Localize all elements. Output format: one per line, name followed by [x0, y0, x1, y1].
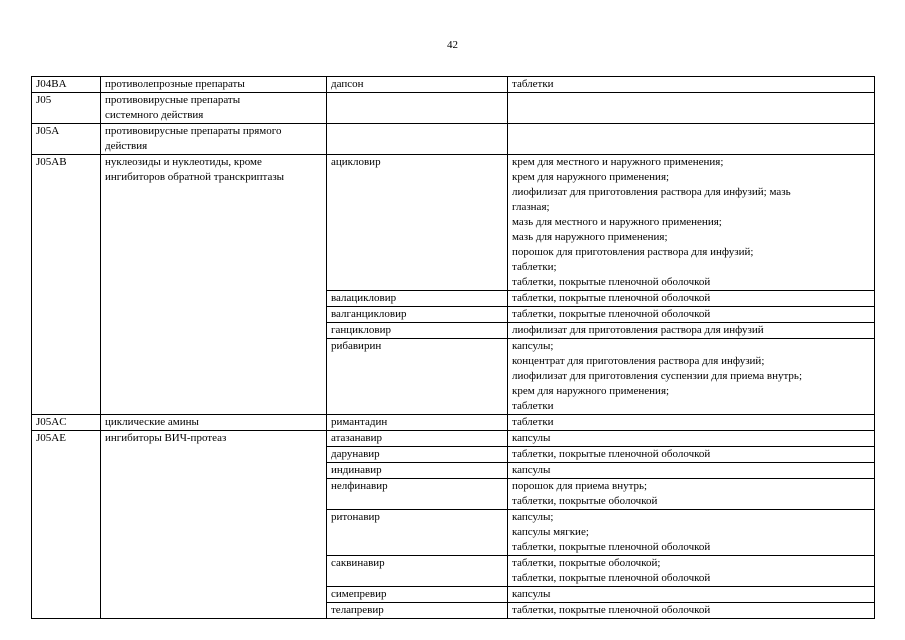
- group-cell: [101, 124, 327, 155]
- dosage-form-cell: [508, 93, 875, 124]
- group-cell: [101, 155, 327, 415]
- atc-code-cell: J05: [32, 93, 101, 124]
- atc-code-cell: J05AE: [32, 431, 101, 619]
- group-line: нуклеозиды и нуклеотиды, кроме: [105, 156, 262, 168]
- dosage-form-line: таблетки, покрытые пленочной оболочкой: [512, 572, 711, 584]
- group-line: действия: [105, 140, 148, 152]
- dosage-form-line: лиофилизат для приготовления раствора для инфузий: [512, 324, 764, 336]
- dosage-form-line: таблетки: [512, 416, 554, 428]
- dosage-form-line: таблетки;: [512, 261, 557, 273]
- group-cell: [101, 431, 327, 619]
- drug-name-cell: валацикловир: [327, 291, 508, 307]
- dosage-form-line: порошок для приема внутрь;: [512, 480, 648, 492]
- table-row: [32, 415, 875, 431]
- dosage-form-line: таблетки, покрытые пленочной оболочкой: [512, 604, 711, 616]
- dosage-form-line: таблетки: [512, 400, 554, 412]
- drug-table-body: [32, 77, 875, 619]
- dosage-form-cell: [508, 124, 875, 155]
- dosage-form-line: концентрат для приготовления раствора для инфузий;: [512, 355, 765, 367]
- group-line: противовирусные препараты прямого: [105, 125, 282, 137]
- table-row: [32, 93, 875, 124]
- drug-name-cell: [327, 124, 508, 155]
- dosage-form-line: мазь для наружного применения;: [512, 231, 668, 243]
- dosage-form-line: таблетки, покрытые оболочкой: [512, 495, 658, 507]
- group-cell: [101, 415, 327, 431]
- dosage-form-line: порошок для приготовления раствора для инфузий;: [512, 246, 754, 258]
- group-cell: [101, 93, 327, 124]
- dosage-form-cell: [508, 77, 875, 93]
- group-line: противовирусные препараты: [105, 94, 241, 106]
- drug-name-cell: [327, 93, 508, 124]
- dosage-form-cell: [508, 479, 875, 510]
- table-row: [32, 124, 875, 155]
- drug-name-cell: саквинавир: [327, 556, 508, 587]
- dosage-form-cell: [508, 415, 875, 431]
- table-row: [32, 77, 875, 93]
- dosage-form-line: глазная;: [512, 201, 550, 213]
- drug-name-cell: нелфинавир: [327, 479, 508, 510]
- dosage-form-line: таблетки, покрытые оболочкой;: [512, 557, 661, 569]
- dosage-form-line: крем для наружного применения;: [512, 385, 670, 397]
- drug-name-cell: ацикловир: [327, 155, 508, 291]
- dosage-form-cell: [508, 323, 875, 339]
- atc-code-cell: J05AC: [32, 415, 101, 431]
- dosage-form-line: таблетки, покрытые пленочной оболочкой: [512, 308, 711, 320]
- drug-name-cell: атазанавир: [327, 431, 508, 447]
- drug-name-cell: валганцикловир: [327, 307, 508, 323]
- dosage-form-line: таблетки, покрытые пленочной оболочкой: [512, 541, 711, 553]
- drug-name-cell: римантадин: [327, 415, 508, 431]
- drug-name-cell: рибавирин: [327, 339, 508, 415]
- dosage-form-cell: [508, 339, 875, 415]
- dosage-form-line: таблетки: [512, 78, 554, 90]
- dosage-form-cell: [508, 155, 875, 291]
- dosage-form-cell: [508, 510, 875, 556]
- dosage-form-line: таблетки, покрытые пленочной оболочкой: [512, 448, 711, 460]
- dosage-form-line: мазь для местного и наружного применения;: [512, 216, 722, 228]
- dosage-form-line: лиофилизат для приготовления суспензии для приема внутрь;: [512, 370, 803, 382]
- dosage-form-line: капсулы: [512, 588, 551, 600]
- drug-name-cell: дапсон: [327, 77, 508, 93]
- dosage-form-line: лиофилизат для приготовления раствора для инфузий; мазь: [512, 186, 791, 198]
- dosage-form-line: капсулы;: [512, 340, 554, 352]
- drug-name-cell: телапревир: [327, 603, 508, 619]
- atc-code-cell: J05A: [32, 124, 101, 155]
- dosage-form-cell: [508, 603, 875, 619]
- dosage-form-line: таблетки, покрытые пленочной оболочкой: [512, 292, 711, 304]
- dosage-form-cell: [508, 587, 875, 603]
- drug-name-cell: симепревир: [327, 587, 508, 603]
- dosage-form-line: капсулы: [512, 464, 551, 476]
- dosage-form-line: таблетки, покрытые пленочной оболочкой: [512, 276, 711, 288]
- dosage-form-line: крем для местного и наружного применения;: [512, 156, 724, 168]
- dosage-form-line: капсулы мягкие;: [512, 526, 589, 538]
- group-line: ингибиторы ВИЧ-протеаз: [105, 432, 227, 444]
- dosage-form-cell: [508, 307, 875, 323]
- atc-code-cell: J05AB: [32, 155, 101, 415]
- drug-name-cell: ритонавир: [327, 510, 508, 556]
- drug-name-cell: дарунавир: [327, 447, 508, 463]
- dosage-form-cell: [508, 447, 875, 463]
- drug-name-cell: ганцикловир: [327, 323, 508, 339]
- group-line: системного действия: [105, 109, 204, 121]
- drug-name-cell: индинавир: [327, 463, 508, 479]
- table-row: [32, 431, 875, 447]
- group-line: циклические амины: [105, 416, 199, 428]
- atc-code-cell: J04BA: [32, 77, 101, 93]
- dosage-form-cell: [508, 463, 875, 479]
- group-line: ингибиторов обратной транскриптазы: [105, 171, 285, 183]
- dosage-form-cell: [508, 431, 875, 447]
- table-row: [32, 155, 875, 291]
- group-line: противолепрозные препараты: [105, 78, 245, 90]
- page-number: 42: [447, 39, 458, 51]
- dosage-form-cell: [508, 291, 875, 307]
- group-cell: [101, 77, 327, 93]
- dosage-form-line: капсулы: [512, 432, 551, 444]
- drug-table: [31, 76, 875, 619]
- dosage-form-line: крем для наружного применения;: [512, 171, 670, 183]
- dosage-form-line: капсулы;: [512, 511, 554, 523]
- dosage-form-cell: [508, 556, 875, 587]
